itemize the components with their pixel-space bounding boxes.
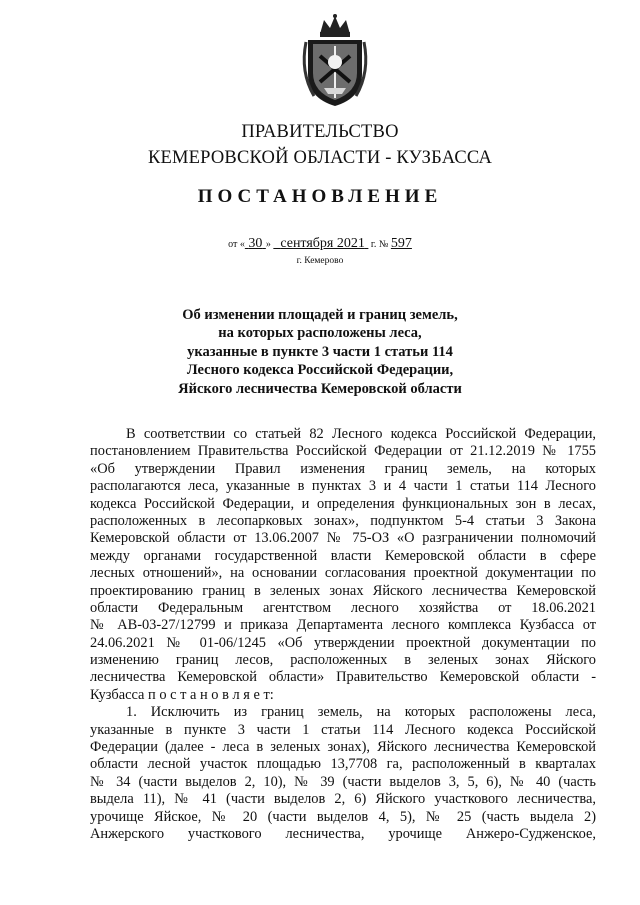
year-number-label: г. №: [370, 239, 389, 250]
body-line: между органами государственной власти Кемеровской области в сфере: [90, 547, 596, 564]
body-line: № 34 (части выделов 2, 10), № 39 (части выделов 3, 5, 6), № 40 (часть: [90, 773, 596, 790]
body-line: № АВ-03-27/12799 и приказа Департамента лесного комплекса Кузбасса от: [90, 617, 596, 634]
title-line: Яйского лесничества Кемеровской области: [178, 380, 462, 397]
title-line: на которых расположены леса,: [218, 325, 422, 342]
date-month-year: сентября 2021: [280, 236, 365, 251]
document-type-heading: ПОСТАНОВЛЕНИЕ: [197, 186, 443, 207]
body-line: постановлением Правительства Российской Федерации от 21.12.2019 № 1755: [90, 443, 596, 460]
coat-of-arms-emblem: [296, 12, 374, 108]
body-line: Федерации (далее - леса в зеленых зонах), Яйского лесничества Кемеровской: [90, 739, 596, 756]
body-line: лесничества Кемеровской области» Правительство Кемеровской области -: [90, 669, 596, 686]
document-body: [90, 426, 596, 843]
body-line: лесных отношений», на основании согласования проектной документации по: [90, 565, 596, 582]
date-number-line: [0, 236, 640, 252]
body-line: изменению границ лесов, расположенных в зеленых зонах Яйского: [90, 652, 596, 669]
body-line: выдела 11), № 41 (части выделов 2, 6) Яйского участкового лесничества,: [90, 791, 596, 808]
body-line: области Федеральным агентством лесного хозяйства от 18.06.2021: [90, 599, 596, 616]
body-line: области лесной участок площадью 13,7708 га, расположенный в кварталах: [90, 756, 596, 773]
document-title: [0, 306, 640, 398]
body-line: проектированию границ в зеленых зонах Яйского лесничества Кемеровской: [90, 582, 596, 599]
document-number: 597: [390, 236, 412, 251]
city-label: г. Кемерово: [296, 256, 344, 266]
title-line: Лесного кодекса Российской Федерации,: [186, 362, 454, 379]
date-close-quote: »: [265, 239, 271, 250]
title-line: Об изменении площадей и границ земель,: [182, 307, 458, 323]
body-line: «Об утверждении Правил изменения границ земель, на которых: [90, 460, 596, 477]
body-line-item-1: 1. Исключить из границ земель, на которых расположены леса,: [126, 704, 596, 721]
body-line: Анжерского участкового лесничества, урочище Анжеро-Судженское,: [90, 825, 596, 842]
body-line: урочище Яйское, № 20 (части выделов 4, 5), № 25 (часть выдела 2): [90, 808, 596, 825]
body-line: расположенных в лесопарковых зонах», подпунктом 5-4 статьи 3 Закона: [90, 512, 596, 529]
date-day: 30: [248, 236, 263, 251]
body-line: 24.06.2021 № 01-06/1245 «Об утверждении проектной документации по: [90, 634, 596, 651]
body-line: В соответствии со статьей 82 Лесного кодекса Российской Федерации,: [126, 426, 596, 442]
date-from-label: от «: [228, 239, 245, 250]
body-line: указанные в пункте 3 части 1 статьи 114 Лесного кодекса Российской: [90, 721, 596, 738]
title-line: указанные в пункте 3 части 1 статьи 114: [187, 343, 453, 360]
body-line: кодекса Российской Федерации, и определения функциональных зон в лесах,: [90, 495, 596, 512]
body-line: располагаются леса, указанные в пунктах 3 и 4 части 1 статьи 114 Лесного: [90, 478, 596, 495]
body-line: Кемеровской области от 13.06.2007 № 75-ОЗ «О разграничении полномочий: [90, 530, 596, 547]
government-name-line1: ПРАВИТЕЛЬСТВО: [241, 122, 399, 142]
government-name-line2: КЕМЕРОВСКОЙ ОБЛАСТИ - КУЗБАССА: [147, 148, 493, 168]
body-line-resolves: Кузбасса п о с т а н о в л я е т:: [90, 686, 274, 703]
